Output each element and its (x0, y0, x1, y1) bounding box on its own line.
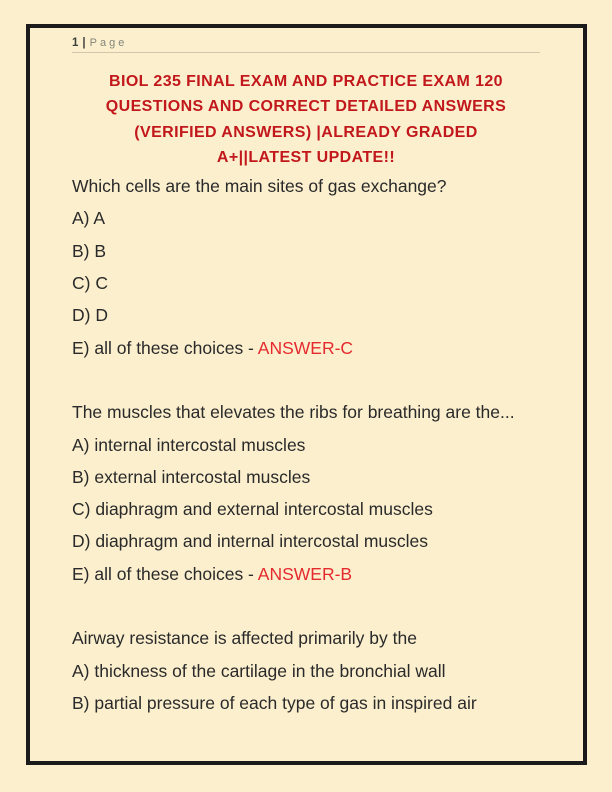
answer-option-text: E) all of these choices - (72, 563, 258, 584)
answer-option: D) D (72, 305, 108, 326)
answer-option: B) external intercostal muscles (72, 466, 311, 487)
answer-option: C) C (72, 273, 108, 294)
title-line: A+||LATEST UPDATE!! (216, 148, 396, 166)
answer-option: A) A (72, 208, 106, 229)
question-prompt: Which cells are the main sites of gas exchange? (72, 176, 447, 197)
title-line: QUESTIONS AND CORRECT DETAILED ANSWERS (105, 98, 507, 116)
page-content (72, 37, 540, 719)
answer-option: B) B (72, 240, 107, 261)
title-line: (VERIFIED ANSWERS) |ALREADY GRADED (134, 123, 478, 141)
question-prompt: The muscles that elevates the ribs for breathing are the... (72, 402, 515, 423)
answer-option-with-key (72, 332, 540, 364)
page-header (72, 37, 540, 53)
answer-option-text: E) all of these choices - (72, 337, 258, 358)
question-block (72, 622, 540, 719)
answer-key: ANSWER-C (257, 337, 354, 358)
questions-section (72, 170, 540, 719)
question-block (72, 170, 540, 364)
question-block (72, 396, 540, 590)
question-prompt: Airway resistance is affected primarily by the (72, 628, 417, 649)
answer-option: C) diaphragm and external intercostal muscles (72, 499, 433, 520)
document-title (72, 69, 540, 170)
answer-option: A) internal intercostal muscles (72, 434, 306, 455)
header-divider: | (82, 37, 86, 49)
answer-option: A) thickness of the cartilage in the bronchial wall (72, 660, 446, 681)
answer-option: B) partial pressure of each type of gas in inspired air (72, 692, 477, 713)
answer-option-with-key (72, 558, 540, 590)
page-label: Page (89, 37, 128, 49)
answer-option: D) diaphragm and internal intercostal muscles (72, 531, 428, 552)
page-number: 1 (72, 37, 79, 49)
title-line: BIOL 235 FINAL EXAM AND PRACTICE EXAM 120 (109, 73, 503, 90)
answer-key: ANSWER-B (257, 563, 353, 584)
